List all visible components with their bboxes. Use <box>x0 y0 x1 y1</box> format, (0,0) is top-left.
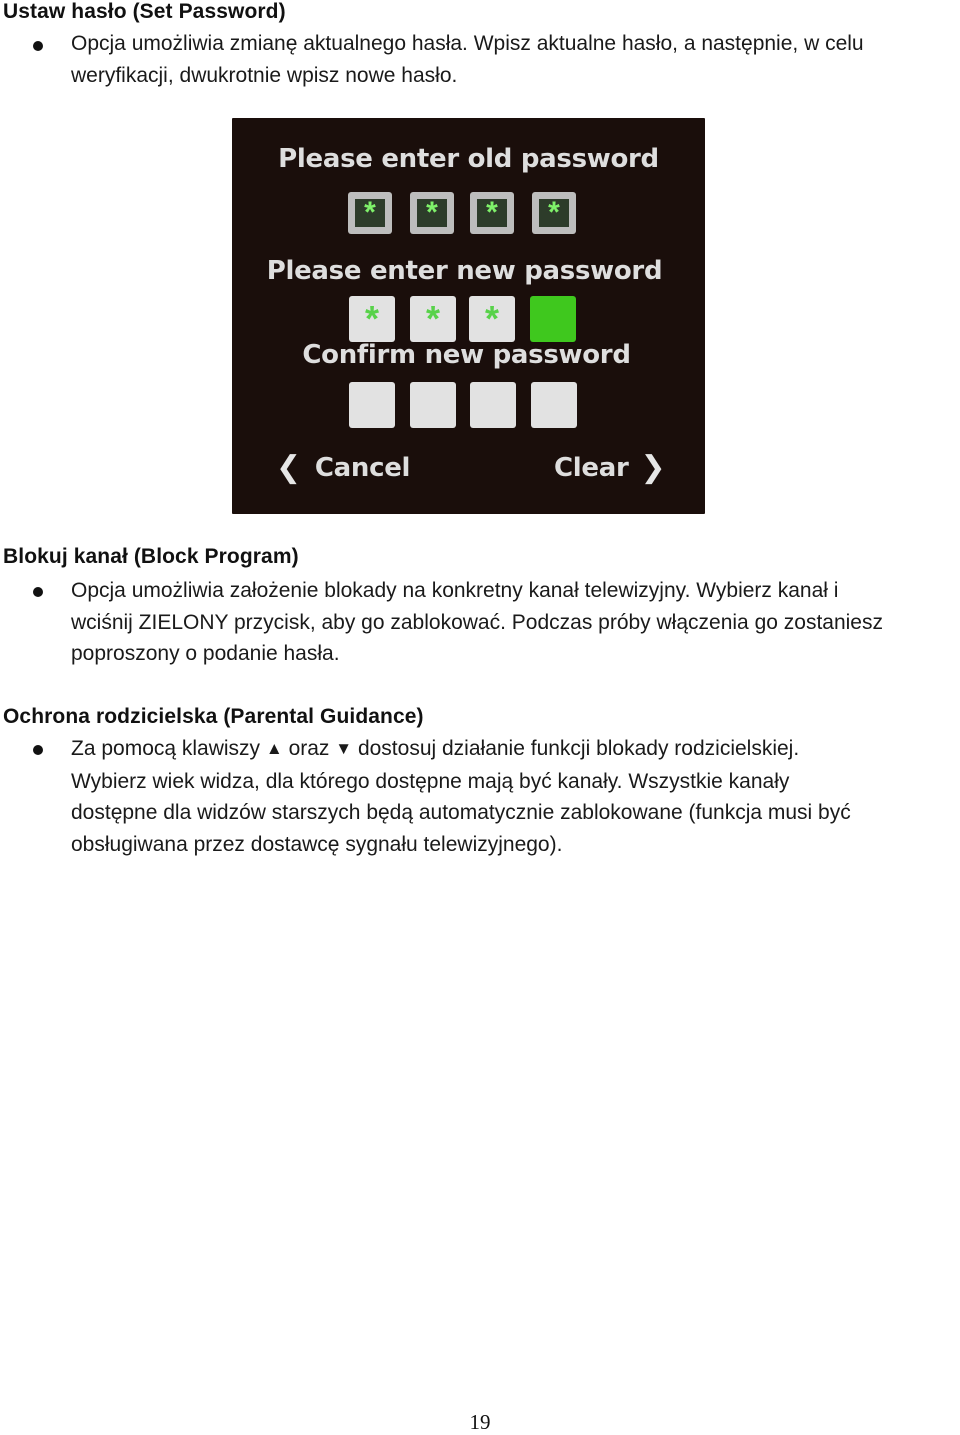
up-arrow-icon: ▲ <box>265 739 283 758</box>
text-line: oraz <box>288 737 330 760</box>
text-line: dostosuj działanie funkcji blokady rodzicielskiej. <box>357 737 800 760</box>
new-password-label: Please enter new password <box>266 256 663 286</box>
block-program-description <box>71 575 960 670</box>
confirm-password-label: Confirm new password <box>302 340 631 370</box>
bullet <box>33 587 43 597</box>
text-line: weryfikacji, dwukrotnie wpisz nowe hasło. <box>71 63 458 87</box>
password-digit-box <box>470 192 514 234</box>
text-line: poproszony o podanie hasła. <box>71 642 340 665</box>
cancel-label: Cancel <box>314 452 411 483</box>
tv-password-screen <box>232 118 705 514</box>
password-digit-box <box>348 192 392 234</box>
clear-button <box>554 450 665 485</box>
bullet <box>33 41 43 51</box>
text-line: Za pomocą klawiszy <box>71 737 261 760</box>
page-number: 19 <box>469 1410 491 1434</box>
text-line: obsługiwana przez dostawcę sygnału telewizyjnego). <box>71 832 563 856</box>
text-line: wciśnij ZIELONY przycisk, aby go zablokować. Podczas próby włączenia go zostaniesz <box>71 610 883 634</box>
text-line: Opcja umożliwia zmianę aktualnego hasła. Wpisz aktualne hasło, a następnie, w celu <box>71 32 864 55</box>
mask-star: * <box>425 298 440 339</box>
old-password-label: Please enter old password <box>278 144 659 174</box>
password-digit-box <box>349 296 395 342</box>
parental-guidance-description <box>71 733 960 860</box>
password-digit-box <box>410 192 454 234</box>
section-heading-set-password: Ustaw hasło (Set Password) <box>3 0 286 23</box>
mask-star: * <box>484 298 499 339</box>
confirm-password-boxes <box>232 382 705 430</box>
text-line: dostępne dla widzów starszych będą automatycznie zablokowane (funkcja musi być <box>71 801 851 824</box>
new-password-boxes <box>232 296 705 344</box>
password-digit-box <box>469 296 515 342</box>
mask-star: * <box>355 199 385 227</box>
set-password-description <box>71 28 960 91</box>
chevron-right-icon: ❯ <box>640 450 666 485</box>
mask-star: * <box>477 199 507 227</box>
password-digit-box <box>349 382 395 428</box>
bullet <box>33 745 43 755</box>
mask-star: * <box>539 199 569 227</box>
old-password-boxes <box>232 192 705 240</box>
section-heading-block-program: Blokuj kanał (Block Program) <box>3 545 299 568</box>
password-digit-box <box>410 296 456 342</box>
password-digit-box <box>532 192 576 234</box>
chevron-left-icon: ❮ <box>276 450 301 485</box>
down-arrow-icon: ▼ <box>335 739 353 758</box>
section-heading-parental-guidance: Ochrona rodzicielska (Parental Guidance) <box>3 705 424 728</box>
text-line: Wybierz wiek widza, dla którego dostępne mają być kanały. Wszystkie kanały <box>71 769 790 793</box>
mask-star: * <box>364 298 379 339</box>
password-digit-box <box>410 382 456 428</box>
password-digit-box-active <box>530 296 576 342</box>
text-line: Opcja umożliwia założenie blokady na konkretny kanał telewizyjny. Wybierz kanał i <box>71 579 839 602</box>
password-digit-box <box>531 382 577 428</box>
password-digit-box <box>470 382 516 428</box>
clear-label: Clear <box>554 452 629 483</box>
mask-star: * <box>417 199 447 227</box>
cancel-button <box>276 450 410 485</box>
